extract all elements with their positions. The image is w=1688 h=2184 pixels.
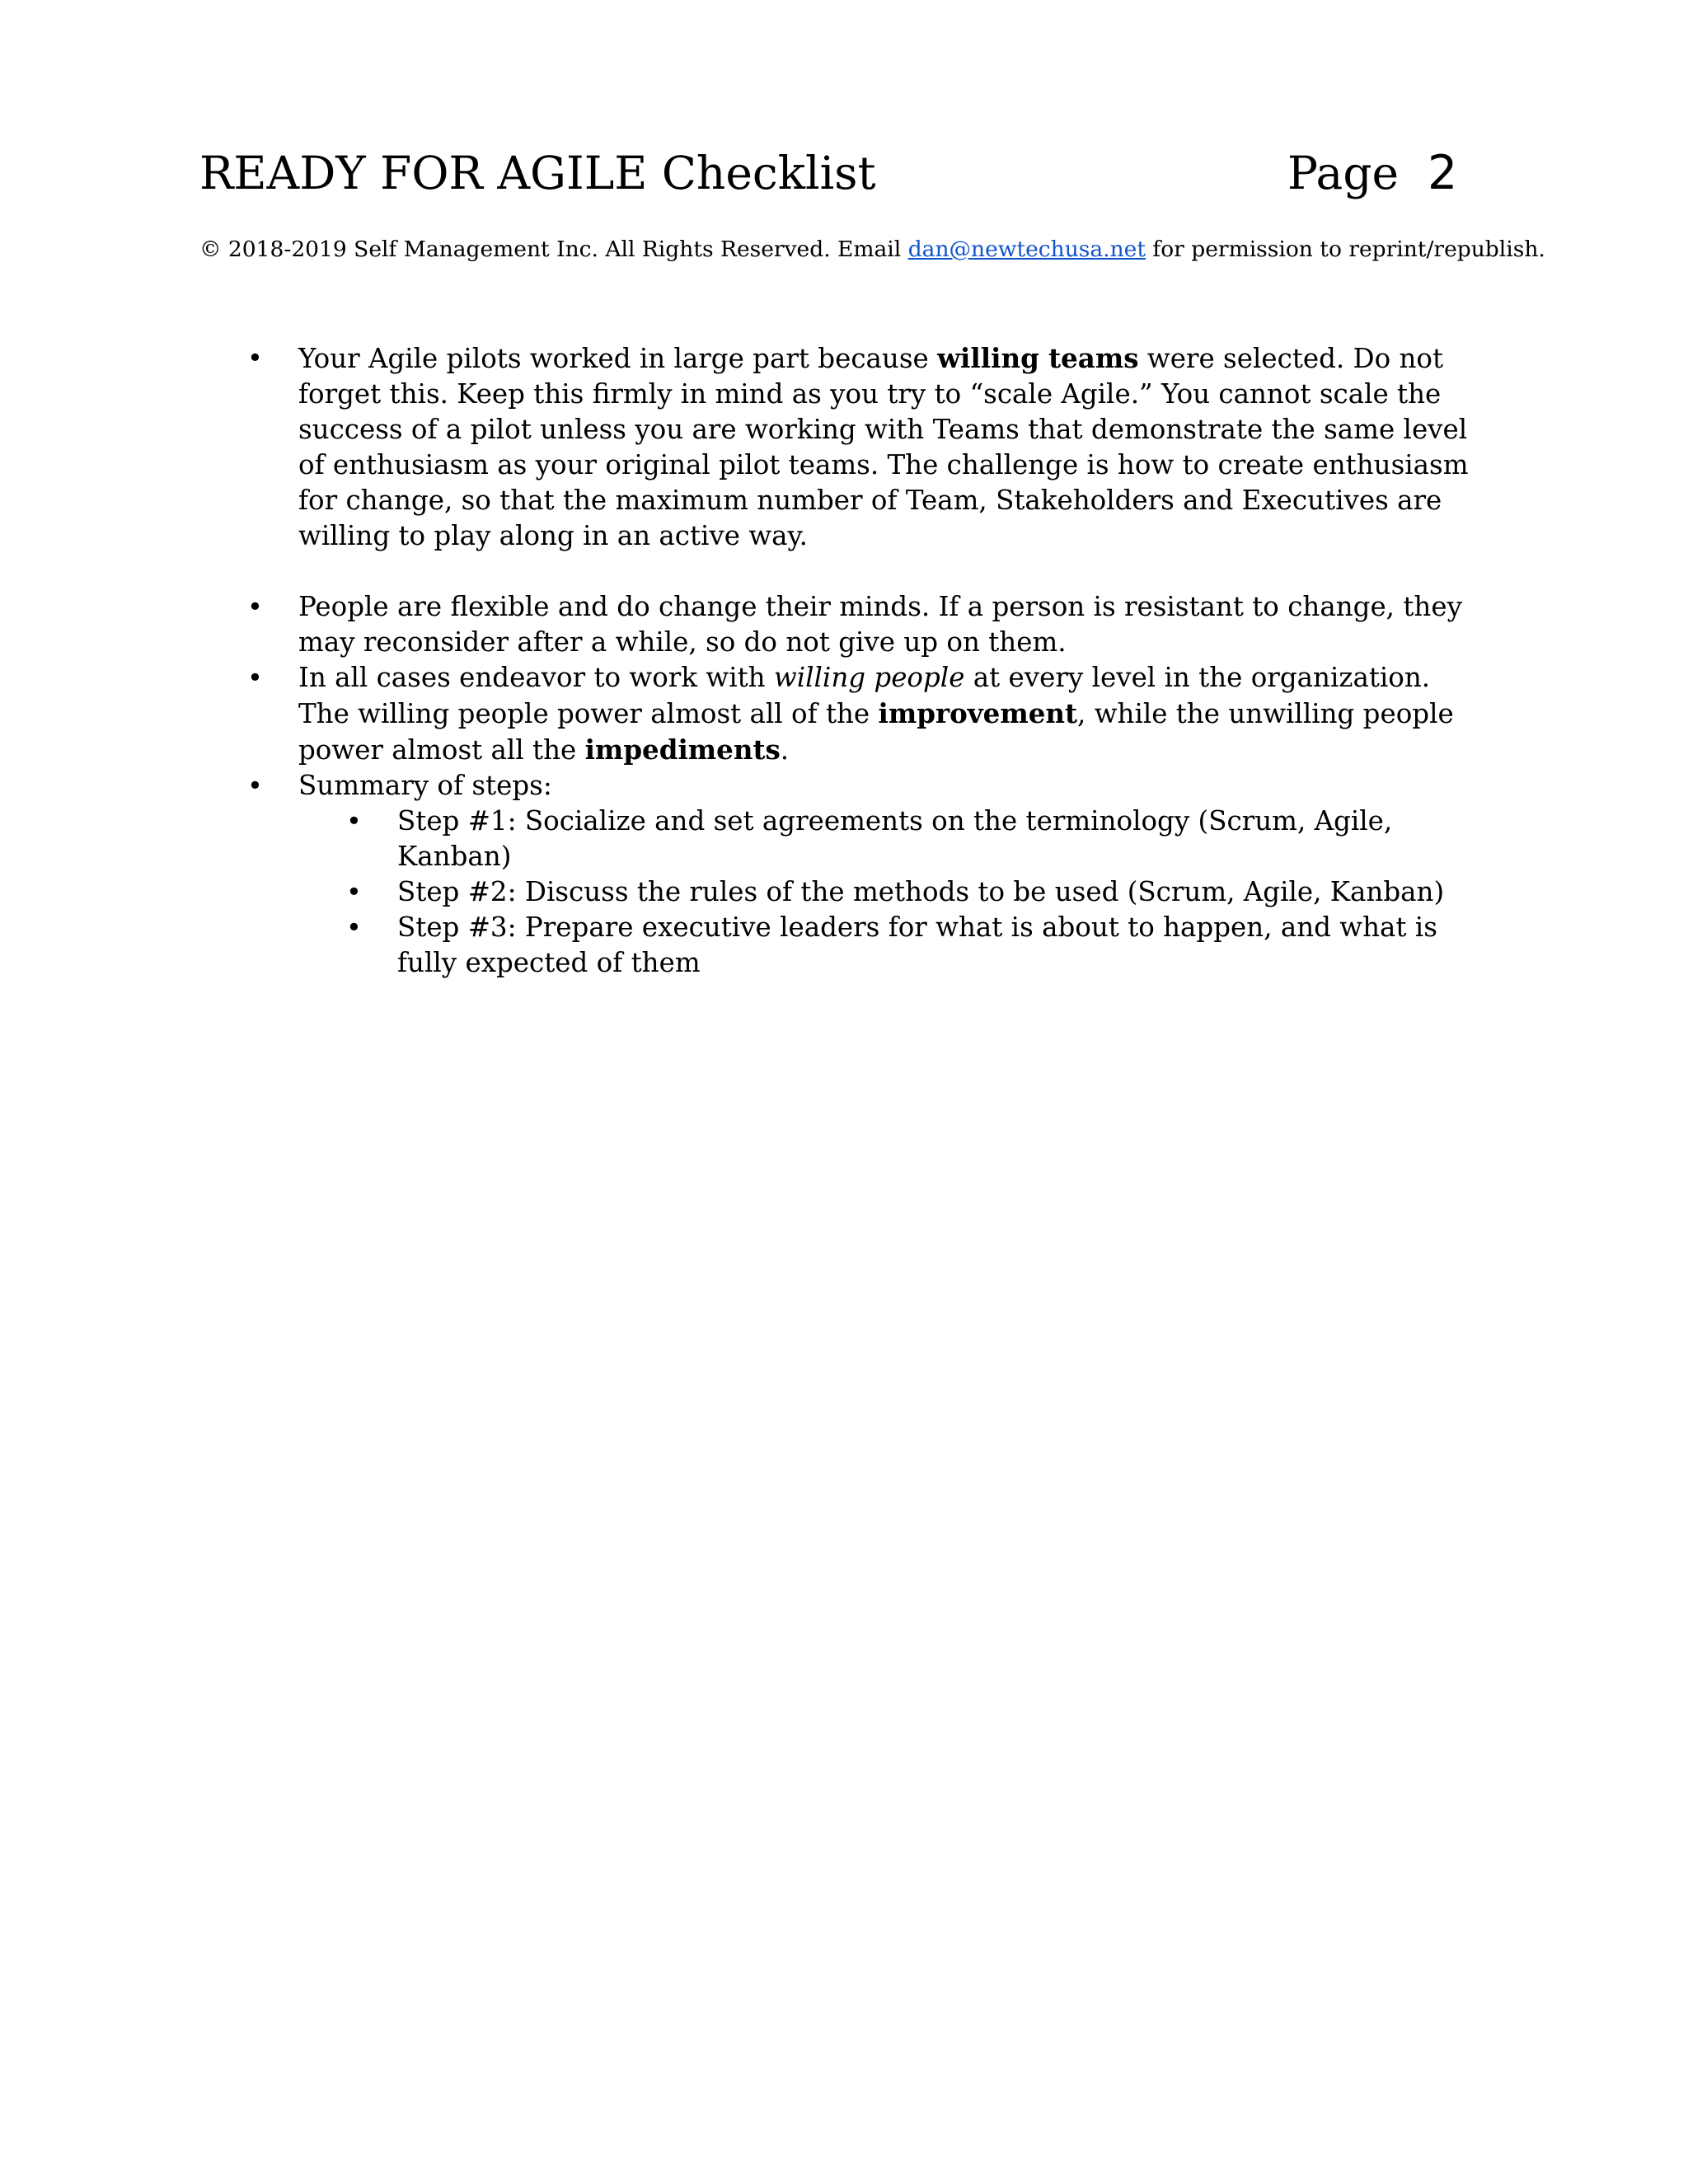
step-item bbox=[298, 910, 1485, 981]
bullet-italic-text: willing people bbox=[773, 662, 965, 693]
list-item bbox=[199, 768, 1485, 981]
bullet-text: were selected. Do not forget this. Keep this firmly in mind as you try to “scale Agile.” You cannot scale the success of a pilot unless you are working with Teams that demonstrate the same level of enthusiasm as your original pilot teams. The challenge is how to create enthusiasm for change, so that the maximum number of Team, Stakeholders and Executives are willing to play along in an active way. bbox=[298, 343, 1469, 551]
copyright-suffix: for permission to reprint/republish. bbox=[1145, 237, 1545, 262]
bullet-text: Summary of steps: bbox=[298, 770, 552, 801]
bullet-text: People are flexible and do change their minds. If a person is resistant to change, they may reconsider after a while, so do not give up on them. bbox=[298, 591, 1462, 658]
step-text: Step #1: Socialize and set agreements on the terminology (Scrum, Agile, Kanban) bbox=[397, 805, 1393, 872]
document-title: READY FOR AGILE Checklist bbox=[199, 147, 876, 199]
checklist-content bbox=[199, 340, 1485, 981]
page-header bbox=[199, 140, 1469, 206]
bullet-bold-text: impediments bbox=[584, 733, 781, 766]
list-item bbox=[199, 589, 1485, 660]
steps-sublist bbox=[298, 804, 1485, 981]
email-link[interactable]: dan@newtechusa.net bbox=[907, 237, 1146, 262]
bullet-text: , while the unwilling people power almost all the bbox=[298, 698, 1454, 766]
copyright-notice bbox=[199, 235, 1545, 265]
bullet-icon: • bbox=[346, 876, 362, 907]
list-item bbox=[199, 340, 1485, 554]
bullet-icon: • bbox=[247, 770, 263, 801]
page-number: 2 bbox=[1428, 146, 1458, 200]
step-item bbox=[298, 804, 1485, 874]
bullet-text: at every level in the organization. The willing people power almost all of the bbox=[298, 662, 1431, 729]
bullet-icon: • bbox=[247, 342, 263, 373]
page-label: Page bbox=[1287, 147, 1400, 199]
bullet-list bbox=[199, 340, 1485, 981]
bullet-text: In all cases endeavor to work with bbox=[298, 662, 774, 693]
list-item bbox=[199, 660, 1485, 768]
bullet-text: Your Agile pilots worked in large part because bbox=[298, 343, 938, 374]
step-text: Step #2: Discuss the rules of the methods to be used (Scrum, Agile, Kanban) bbox=[397, 876, 1445, 907]
bullet-icon: • bbox=[247, 591, 263, 622]
step-item bbox=[298, 874, 1485, 910]
bullet-text: . bbox=[780, 734, 790, 766]
bullet-icon: • bbox=[346, 912, 362, 943]
bullet-icon: • bbox=[247, 662, 263, 693]
copyright-prefix: © 2018-2019 Self Management Inc. All Rights Reserved. Email bbox=[199, 237, 908, 262]
step-text: Step #3: Prepare executive leaders for what is about to happen, and what is fully expected of them bbox=[397, 912, 1437, 978]
bullet-bold-text: willing teams bbox=[937, 342, 1139, 374]
bullet-icon: • bbox=[346, 805, 362, 837]
bullet-bold-text: improvement bbox=[878, 697, 1078, 729]
